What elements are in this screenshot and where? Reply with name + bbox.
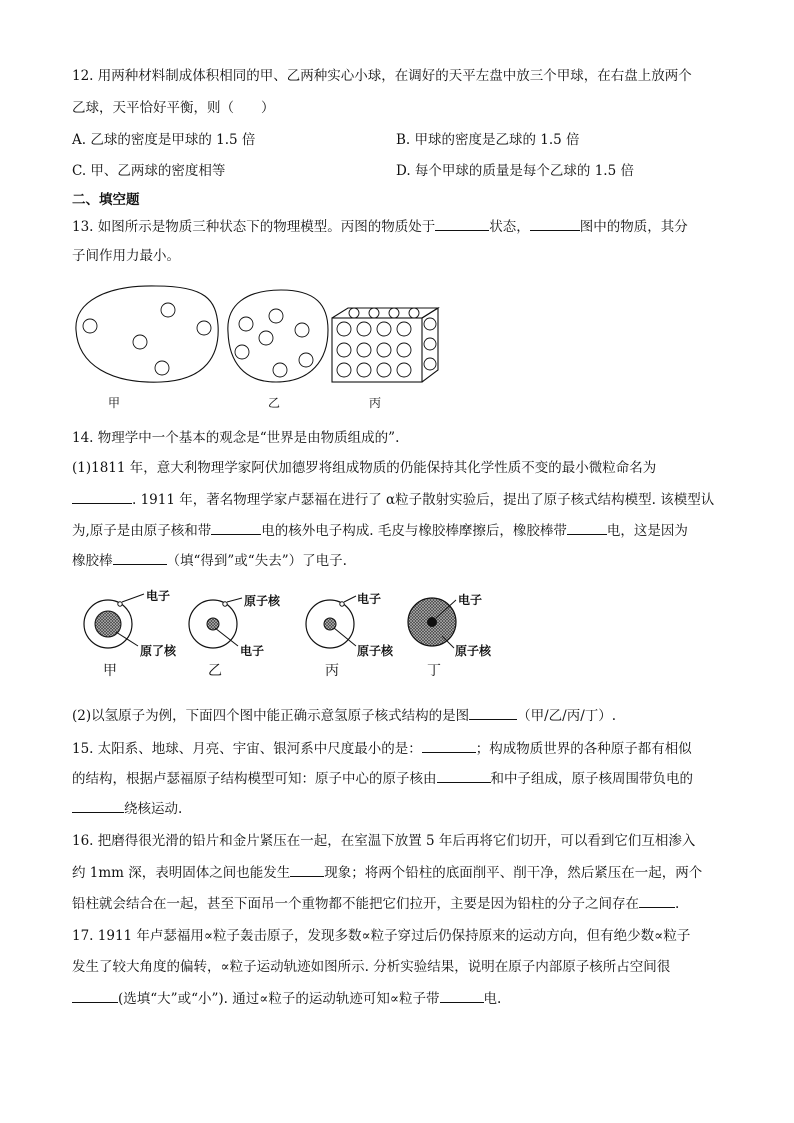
atom-model-yi — [189, 598, 242, 648]
q13-blank-1[interactable] — [435, 216, 489, 231]
q13-stem-line2: 子间作用力最小。 — [72, 248, 180, 264]
atom-caption-yi: 乙 — [208, 663, 222, 679]
q14-text-a: . 1911 年，著名物理学家卢瑟福在进行了 α粒子散射实验后，提出了原子核式结构模型. 该模型认 — [132, 492, 715, 508]
q14-part2-line — [72, 705, 616, 726]
atom-ding-electron-label: 电子 — [458, 593, 483, 607]
q14-blank-correct-figure[interactable] — [469, 705, 517, 720]
q15-line2 — [72, 768, 693, 789]
q15-text-d: 和中子组成，原子核周围带负电的 — [490, 771, 693, 787]
q15-blank-orbiting[interactable] — [72, 798, 124, 813]
atom-caption-jia: 甲 — [103, 663, 117, 679]
q14-text-g: (2)以氢原子为例，下面四个图中能正确示意氢原子核式结构的是图 — [72, 708, 470, 724]
q16-text-c: 铅柱就会结合在一起，甚至下面吊一个重物都不能把它们拉开，主要是因为铅柱的分子之间存在 — [72, 896, 639, 912]
q14-part1-line2 — [72, 489, 714, 510]
q14-blank-particle-name[interactable] — [72, 489, 132, 504]
q16-line3 — [72, 893, 679, 914]
gas-container-outline — [76, 286, 218, 382]
liquid-molecules — [235, 309, 313, 377]
q15-text-c: 的结构，根据卢瑟福原子结构模型可知：原子中心的原子核由 — [72, 771, 437, 787]
q12-stem-line2: 乙球，天平恰好平衡，则（ ） — [72, 100, 275, 116]
q13-blank-2[interactable] — [530, 216, 580, 231]
q14-part1-line1: (1)1811 年，意大利物理学家阿伏加德罗将组成物质的仍能保持其化学性质不变的最小微粒命名为 — [72, 460, 657, 476]
q16-line2 — [72, 862, 702, 883]
q15-text-e: 绕核运动. — [124, 801, 183, 817]
q12-option-b: B. 甲球的密度是乙球的 1.5 倍 — [396, 132, 580, 148]
q12-option-c: C. 甲、乙两球的密度相等 — [72, 163, 226, 179]
q14-text-d: 电，这是因为 — [606, 523, 688, 539]
solid-cube-top — [332, 308, 438, 318]
molecule-group — [83, 303, 436, 377]
q16-blank-force[interactable] — [639, 893, 675, 908]
q15-line3 — [72, 798, 182, 819]
q17-line2: 发生了较大角度的偏转，∝粒子运动轨迹如图所示. 分析实验结果，说明在原子内部原子核所占空间很 — [72, 959, 671, 975]
q16-text-a: 约 1mm 深，表明固体之间也能发生 — [72, 865, 291, 881]
q16-text-b: 现象；将两个铅柱的底面削平、削干净，然后紧压在一起，两个 — [324, 865, 703, 881]
q13-text-b: 状态， — [489, 219, 530, 235]
figure-label-bing: 丙 — [369, 396, 382, 410]
q15-text-b: ；构成物质世界的各种原子都有相似 — [475, 741, 692, 757]
atom-ding-nucleus-label: 原子核 — [455, 644, 492, 658]
q12-option-a: A. 乙球的密度是甲球的 1.5 倍 — [72, 132, 256, 148]
q16-blank-phenomenon[interactable] — [290, 862, 324, 877]
q16-line1: 16. 把磨得很光滑的铅片和金片紧压在一起，在室温下放置 5 年后再将它们切开，可以看到它们互相渗入 — [72, 833, 696, 849]
atom-caption-ding: 丁 — [427, 663, 441, 679]
atom-bing-nucleus-label: 原子核 — [357, 644, 394, 658]
figure-label-yi: 乙 — [268, 396, 281, 410]
q17-text-b: 电. — [483, 991, 502, 1007]
atom-jia-nucleus-label: 原了核 — [140, 644, 177, 658]
atom-caption-bing: 丙 — [325, 663, 339, 679]
q13-text-c: 图中的物质，其分 — [579, 219, 688, 235]
q14-part1-line4 — [72, 550, 347, 571]
q14-blank-rod-charge[interactable] — [567, 520, 607, 535]
q17-text-a: (选填“大”或“小”). 通过∝粒子的运动轨迹可知∝粒子带 — [118, 991, 440, 1007]
atom-jia-electron-label: 电子 — [146, 589, 171, 603]
atom-model-ding — [408, 598, 456, 648]
q14-text-f: （填“得到”或“失去”）了电子. — [166, 553, 347, 569]
q15-line1 — [72, 738, 692, 759]
q15-blank-smallest[interactable] — [422, 738, 476, 753]
atom-bing-electron-label: 电子 — [357, 592, 382, 606]
q15-blank-nucleus-part[interactable] — [437, 768, 491, 783]
q14-blank-gain-lose[interactable] — [113, 550, 167, 565]
q14-text-c: 电的核外电子构成. 毛皮与橡胶棒摩擦后，橡胶棒带 — [261, 523, 567, 539]
atom-model-jia — [84, 594, 144, 648]
q14-text-b: 为,原子是由原子核和带 — [72, 523, 212, 539]
states-of-matter-figure — [66, 280, 446, 390]
q14-text-h: （甲/乙/丙/丁）. — [517, 708, 617, 724]
q13-text-a: 13. 如图所示是物质三种状态下的物理模型。丙图的物质处于 — [72, 219, 436, 235]
q14-text-e: 橡胶棒 — [72, 553, 113, 569]
q14-blank-electron-charge[interactable] — [211, 520, 261, 535]
q13-stem-line1 — [72, 216, 688, 237]
atom-yi-electron-label: 电子 — [240, 644, 265, 658]
q17-blank-space-size[interactable] — [72, 988, 118, 1003]
q16-text-d: . — [675, 896, 680, 912]
gas-molecules — [83, 303, 211, 375]
atom-yi-nucleus-label: 原子核 — [244, 594, 281, 608]
q12-stem-line1: 12. 用两种材料制成体积相同的甲、乙两种实心小球，在调好的天平左盘中放三个甲球，在右盘上放两个 — [72, 68, 692, 84]
atom-model-bing — [306, 596, 356, 648]
section-heading-fill-in: 二、填空题 — [72, 192, 140, 208]
figure-label-jia: 甲 — [108, 396, 121, 410]
q14-part1-line3 — [72, 520, 688, 541]
q17-line3 — [72, 988, 501, 1009]
q17-blank-charge[interactable] — [440, 988, 484, 1003]
q15-text-a: 15. 太阳系、地球、月亮、宇宙、银河系中尺度最小的是： — [72, 741, 422, 757]
q12-option-d: D. 每个甲球的质量是每个乙球的 1.5 倍 — [396, 163, 634, 179]
q14-stem-line1: 14. 物理学中一个基本的观念是“世界是由物质组成的”. — [72, 430, 400, 446]
q17-line1: 17. 1911 年卢瑟福用∝粒子轰击原子，发现多数∝粒子穿过后仍保持原来的运动方向，但有绝少数∝粒子 — [72, 928, 691, 944]
